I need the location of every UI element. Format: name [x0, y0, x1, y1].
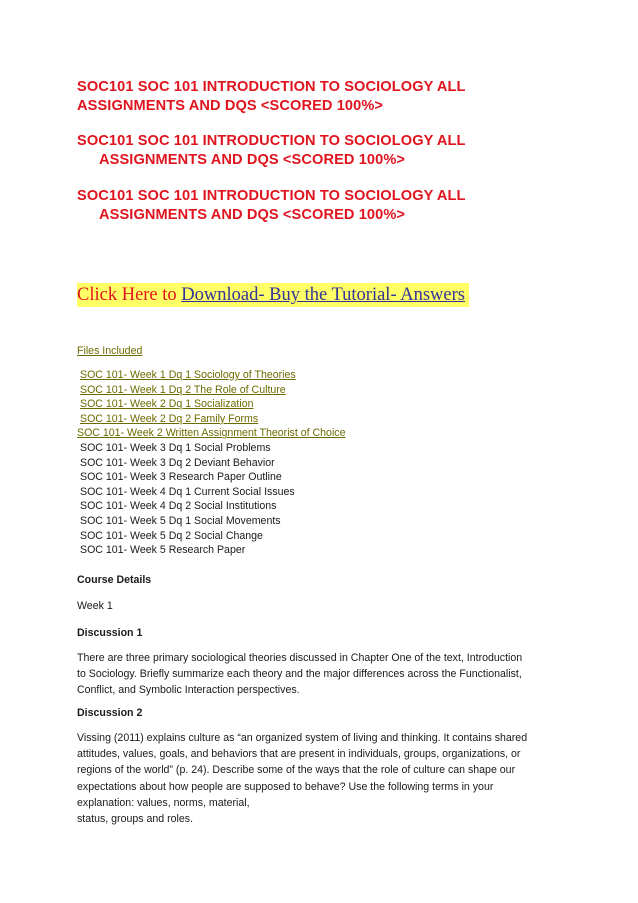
file-item-link[interactable]: SOC 101- Week 2 Dq 2 Family Forms: [80, 412, 259, 425]
week-label: Week 1: [77, 600, 113, 612]
title-heading-2: [77, 132, 547, 169]
discussion-2-line: expectations about how people are supposed to behave? Use the following terms in your: [77, 780, 494, 793]
file-item: SOC 101- Week 5 Dq 2 Social Change: [80, 529, 263, 542]
discussion-1-line: to Sociology. Briefly summarize each theory and the major differences across the Functionalist,: [77, 668, 522, 681]
discussion-2-line: regions of the world” (p. 24). Describe some of the ways that the role of culture can shape our: [77, 764, 516, 777]
discussion-1-body: [77, 650, 557, 699]
discussion-1-line: There are three primary sociological theories discussed in Chapter One of the text, Introduction: [77, 652, 523, 664]
title-heading-2-line1: SOC101 SOC 101 INTRODUCTION TO SOCIOLOGY ALL: [77, 133, 466, 149]
discussion-2-line: status, groups and roles.: [77, 813, 194, 826]
discussion-1-title: Discussion 1: [77, 627, 143, 639]
file-item-link[interactable]: SOC 101- Week 1 Dq 1 Sociology of Theories: [80, 369, 296, 381]
title-heading-1-line1: SOC101 SOC 101 INTRODUCTION TO SOCIOLOGY ALL: [77, 79, 466, 95]
title-heading-3-line2: ASSIGNMENTS AND DQS <SCORED 100%>: [99, 206, 406, 223]
title-heading-1-line2: ASSIGNMENTS AND DQS <SCORED 100%>: [77, 97, 384, 114]
discussion-1-line: Conflict, and Symbolic Interaction perspectives.: [77, 684, 300, 697]
file-item: SOC 101- Week 3 Dq 2 Deviant Behavior: [80, 456, 275, 469]
title-heading-3: [77, 187, 547, 224]
file-item: SOC 101- Week 3 Research Paper Outline: [80, 471, 282, 484]
discussion-2-line: explanation: values, norms, material,: [77, 796, 250, 809]
click-here-text[interactable]: Click Here to: [77, 285, 182, 305]
file-item: SOC 101- Week 4 Dq 2 Social Institutions: [80, 500, 277, 513]
files-included-link[interactable]: Files Included: [77, 345, 143, 357]
discussion-2-body: [77, 730, 557, 827]
title-heading-2-line2: ASSIGNMENTS AND DQS <SCORED 100%>: [99, 151, 406, 168]
discussion-2-line: Vissing (2011) explains culture as “an organized system of living and thinking. It contains shared: [77, 732, 528, 744]
file-item: SOC 101- Week 5 Dq 1 Social Movements: [80, 514, 281, 527]
download-banner[interactable]: [77, 283, 469, 307]
discussion-2-line: attitudes, values, goals, and behaviors that are present in individuals, groups, organizations, or: [77, 748, 521, 761]
title-heading-3-line1: SOC101 SOC 101 INTRODUCTION TO SOCIOLOGY ALL: [77, 188, 466, 204]
file-item: SOC 101- Week 4 Dq 1 Current Social Issues: [80, 485, 295, 498]
file-item: SOC 101- Week 3 Dq 1 Social Problems: [80, 441, 271, 454]
course-details-heading: Course Details: [77, 574, 152, 586]
file-list: [77, 368, 557, 558]
file-item-link[interactable]: SOC 101- Week 2 Written Assignment Theorist of Choice: [77, 427, 346, 440]
file-item: SOC 101- Week 5 Research Paper: [80, 544, 246, 557]
file-item-link[interactable]: SOC 101- Week 2 Dq 1 Socialization: [80, 398, 254, 411]
discussion-2-title: Discussion 2: [77, 707, 143, 719]
title-heading-1: [77, 78, 547, 115]
file-item-link[interactable]: SOC 101- Week 1 Dq 2 The Role of Culture: [80, 383, 286, 396]
download-link[interactable]: Download- Buy the Tutorial- Answers: [181, 285, 465, 305]
